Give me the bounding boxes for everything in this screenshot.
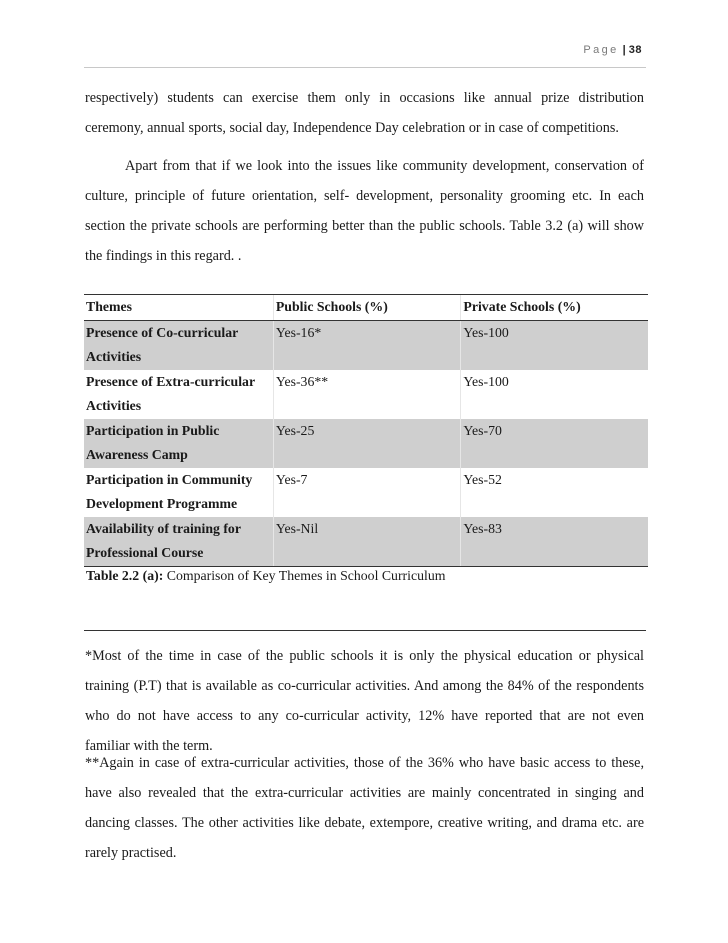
text-line: respectively) students can exercise them only in occasions like annual prize distribution [85, 90, 644, 106]
private-cell: Yes-83 [461, 517, 648, 567]
text-line: ceremony, annual sports, social day, Independence Day celebration or in case of competitions. [85, 120, 619, 136]
table-row [84, 370, 648, 419]
header-private: Private Schools (%) [461, 295, 648, 321]
text-line: training (P.T) that is available as co-curricular activities. And among the 84% of the respondents [85, 678, 644, 694]
text-line: *Most of the time in case of the public schools it is only the physical education or physical [85, 648, 644, 664]
public-cell: Yes-7 [273, 468, 461, 517]
text-line: the findings in this regard. . [85, 248, 242, 264]
paragraph-continued [85, 83, 644, 143]
text-line: Apart from that if we look into the issues like community development, conservation of [125, 158, 644, 174]
text-line: dancing classes. The other activities like debate, extempore, creative writing, and drama etc. are [85, 815, 644, 831]
private-cell: Yes-70 [461, 419, 648, 468]
text-line: section the private schools are performing better than the public schools. Table 3.2 (a) will show [85, 218, 644, 234]
text-line: who do not have access to any co-curricular activity, 12% have reported that are not even [85, 708, 644, 724]
theme-cell: Availability of training for Professional Course [84, 517, 273, 567]
header-themes: Themes [84, 295, 273, 321]
public-cell: Yes-Nil [273, 517, 461, 567]
footnote-rule [84, 630, 646, 631]
text-line: culture, principle of future orientation, self- development, personality grooming etc. In each [85, 188, 644, 204]
paragraph-findings [85, 151, 644, 271]
footnote-extra-curricular [85, 748, 644, 868]
theme-cell: Presence of Extra-curricular Activities [86, 373, 255, 413]
table-caption [86, 568, 445, 584]
theme-cell: Participation in Community Development Programme [86, 471, 253, 511]
table-row [84, 320, 648, 370]
theme-cell: Participation in Public Awareness Camp [84, 419, 273, 468]
public-cell: Yes-36** [273, 370, 461, 419]
header-public: Public Schools (%) [273, 295, 461, 321]
private-cell: Yes-100 [461, 320, 648, 370]
caption-text: Comparison of Key Themes in School Curriculum [166, 568, 446, 583]
text-line: **Again in case of extra-curricular activities, those of the 36% who have basic access to these, [85, 755, 644, 771]
table-row [84, 517, 648, 567]
table-row [84, 419, 648, 468]
theme-cell: Presence of Co-curricular Activities [84, 320, 273, 370]
table-row [84, 468, 648, 517]
page-number: 38 [628, 44, 642, 56]
caption-label: Table 2.2 (a): [86, 568, 164, 583]
text-line: have also revealed that the extra-curricular activities are mainly concentrated in singing and [85, 785, 644, 801]
footnote-co-curricular [85, 641, 644, 761]
private-cell: Yes-100 [461, 370, 648, 419]
themes-table [84, 294, 648, 567]
page-separator: | [622, 44, 626, 56]
page-header [583, 44, 642, 56]
page-label: Page [583, 44, 619, 56]
table-header-row [84, 295, 648, 321]
header-rule [84, 67, 646, 68]
text-line: familiar with the term. [85, 738, 213, 754]
public-cell: Yes-25 [273, 419, 461, 468]
text-line: rarely practised. [85, 845, 177, 861]
public-cell: Yes-16* [273, 320, 461, 370]
private-cell: Yes-52 [461, 468, 648, 517]
